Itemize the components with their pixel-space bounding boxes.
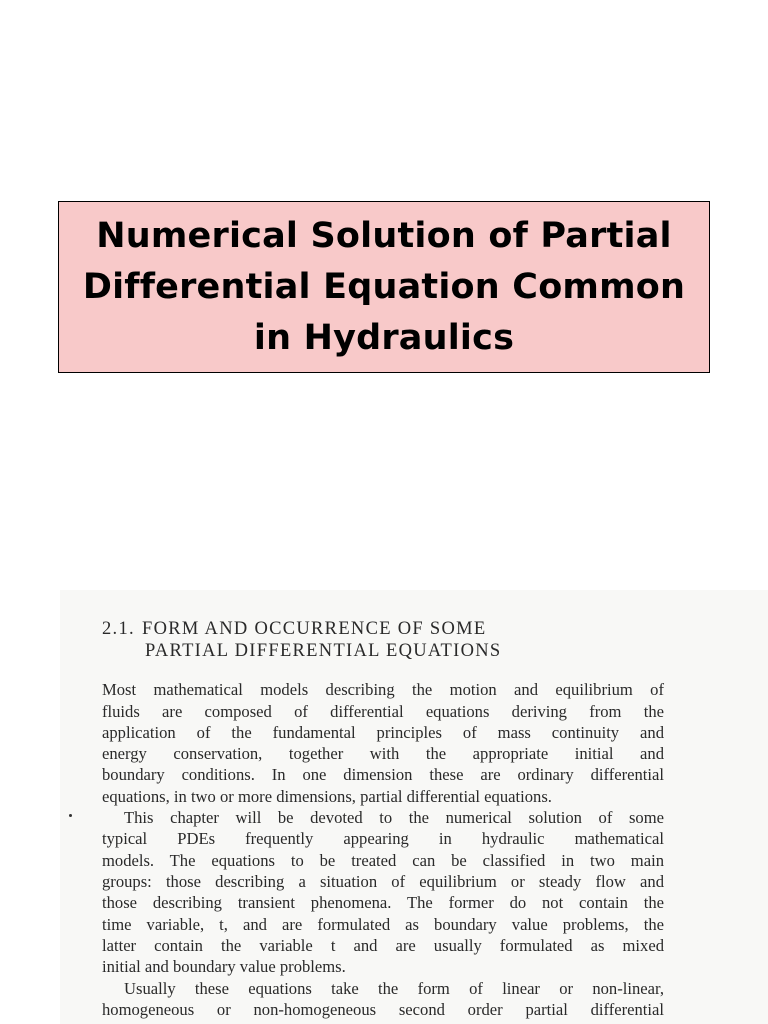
body-line: initial and boundary value problems. [102, 957, 346, 976]
title-box [58, 201, 710, 373]
title-line-1: Numerical Solution of Partial [96, 215, 672, 256]
section-heading-line-2: PARTIAL DIFFERENTIAL EQUATIONS [145, 641, 502, 661]
title-line-2: Differential Equation Common [82, 266, 686, 307]
section-number: 2.1. [102, 619, 135, 639]
section-heading-line-1: FORM AND OCCURRENCE OF SOME [142, 619, 487, 639]
body-line: groups: those describing a situation of equilibrium or steady flow and [102, 872, 664, 891]
body-line: application of the fundamental principles of mass continuity and [102, 723, 664, 742]
body-line: time variable, t, and are formulated as boundary value problems, the [102, 915, 664, 934]
title-line-3: in Hydraulics [253, 317, 515, 358]
body-line: fluids are composed of differential equations deriving from the [102, 702, 664, 721]
body-line: energy conservation, together with the appropriate initial and [102, 744, 664, 763]
body-line: homogeneous or non-homogeneous second order partial differential [102, 1000, 664, 1019]
body-line: Usually these equations take the form of linear or non-linear, [124, 979, 664, 998]
body-line: typical PDEs frequently appearing in hydraulic mathematical [102, 829, 664, 848]
body-line: This chapter will be devoted to the numerical solution of some [124, 808, 664, 827]
section-heading [102, 618, 502, 662]
scanned-page-excerpt [60, 590, 768, 1024]
body-line: models. The equations to be treated can be classified in two main [102, 851, 664, 870]
body-line: equations, in two or more dimensions, partial differential equations. [102, 787, 552, 806]
body-line: those describing transient phenomena. The former do not contain the [102, 893, 664, 912]
body-line: Most mathematical models describing the motion and equilibrium of [102, 680, 664, 699]
body-line: latter contain the variable t and are usually formulated as mixed [102, 936, 664, 955]
margin-mark [69, 814, 72, 817]
body-line: boundary conditions. In one dimension these are ordinary differential [102, 765, 664, 784]
